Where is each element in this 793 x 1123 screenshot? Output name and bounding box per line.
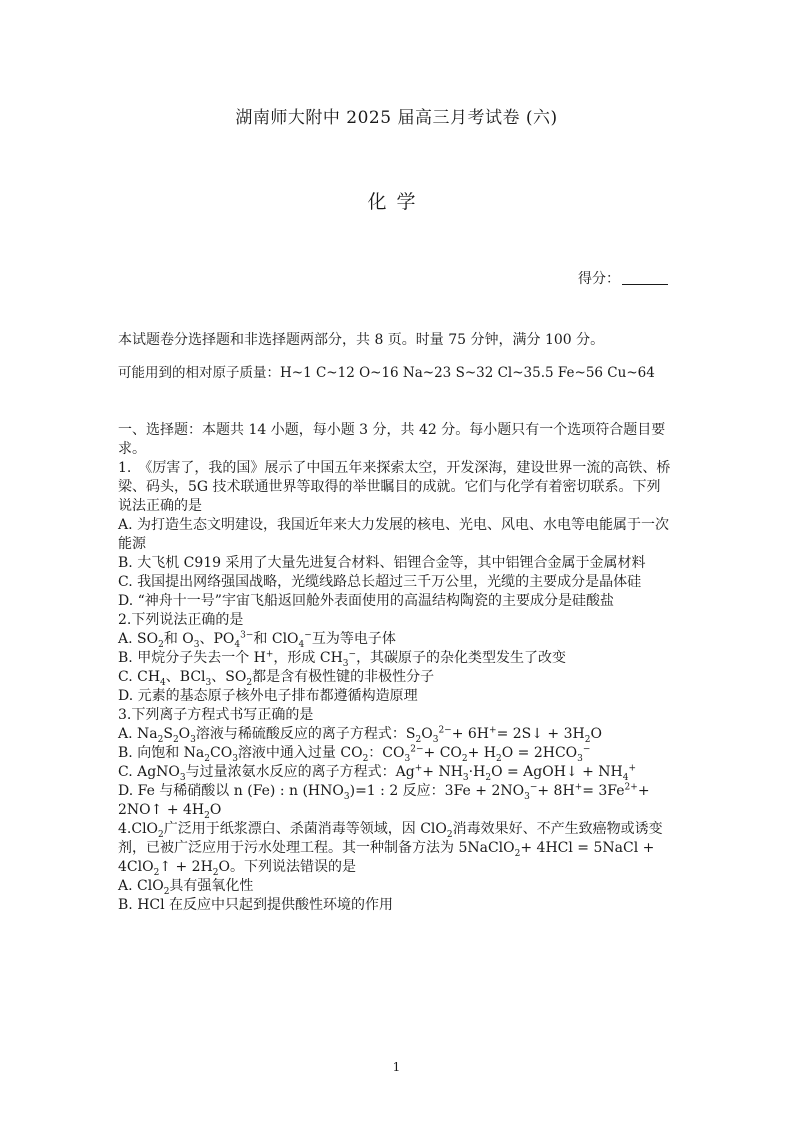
q1-option-b: B. 大飞机 C919 采用了大量先进复合材料、铝锂合金等，其中铝锂合金属于金属材料 <box>118 555 646 571</box>
q2-option-a: A. $SO_2$和 $O_3$、$PO_4^{3-}$和 ClO$_4$−互为等电子体 <box>118 630 396 650</box>
atomic-masses: 可能用到的相对原子质量：H~1 C~12 O~16 Na~23 S~32 Cl~35.5 Fe~56 Cu~64 <box>118 365 655 381</box>
q1-option-c: C. 我国提出网络强国战略，光缆线路总长超过三千万公里，光缆的主要成分是晶体硅 <box>118 574 642 590</box>
q2-option-d: D. 元素的基态原子核外电子排布都遵循构造原理 <box>118 688 418 704</box>
q3-option-d: D. Fe 与稀硝酸以 n (Fe) : n $(HNO_3)=1$ : 2 反应：$3Fe + 2NO_3^-+ 8H^+= 3Fe^{2+}+$ 2NO↑ + $4H_2O$ <box>118 782 650 821</box>
q3-option-b: B. 向饱和 $Na_2CO_3$溶液中通入过量 $CO_2$：$CO_3^{2-}+ CO_2+ H_2O = 2HCO_3^-$ <box>118 744 591 764</box>
question-body <box>118 421 674 915</box>
score-blank[interactable] <box>622 270 668 285</box>
page-number: 1 <box>392 1060 401 1074</box>
score-label: 得分： <box>578 271 620 287</box>
q2-stem: 2.下列说法正确的是 <box>118 612 244 628</box>
exam-instructions: 本试题卷分选择题和非选择题两部分，共 8 页。时量 75 分钟，满分 100 分。 <box>118 332 605 348</box>
q3-option-c: C. AgNO$_3$与过量浓氨水反应的离子方程式：$Ag^++ NH_3\cdot H_2O$ = AgOH↓ + $NH_4^+$ <box>118 763 637 783</box>
exam-title: 湖南师大附中 2025 届高三月考试卷 (六) <box>235 108 558 128</box>
score-field <box>578 268 668 288</box>
section-heading: 一、选择题：本题共 14 小题，每小题 3 分，共 42 分。每小题只有一个选项符合题目要求。 <box>118 422 666 457</box>
q2-option-c: C. $CH_4$、BCl$_3$、$SO_2$都是含有极性键的非极性分子 <box>118 669 435 688</box>
q4-stem: 4.ClO$_2$广泛用于纸浆漂白、杀菌消毒等领域，因 ClO$_2$消毒效果好、不产生致癌物或诱变剂，已被广泛应用于污水处理工程。其一种制备方法为 5NaClO$_2$+ 4HCl = 5NaCl + 4ClO$_2$↑ + $2H_2O$。下列说法错误的是 <box>118 821 663 878</box>
q1-option-a: A. 为打造生态文明建设，我国近年来大力发展的核电、光电、风电、水电等电能属于一次能源 <box>118 517 670 552</box>
q1-option-d: D. “神舟十一号”宇宙飞船返回舱外表面使用的高温结构陶瓷的主要成分是硅酸盐 <box>118 593 614 609</box>
q3-stem: 3.下列离子方程式书写正确的是 <box>118 707 314 723</box>
q4-option-b: B. HCl 在反应中只起到提供酸性环境的作用 <box>118 897 394 913</box>
q4-option-a: A. ClO$_2$具有强氧化性 <box>118 878 254 897</box>
q1-stem: 1. 《厉害了，我的国》展示了中国五年来探索太空，开发深海，建设世界一流的高铁、桥梁、码头，5G 技术联通世界等取得的举世瞩目的成就。它们与化学有着密切联系。下列说法正确的是 <box>118 460 671 514</box>
subject-title: 化学 <box>367 191 426 213</box>
q3-option-a: A. $Na_2S_2O_3$溶液与稀硫酸反应的离子方程式：$S_2O_3^{2-}+ 6H^+=$ 2S↓ + $3H_2O$ <box>118 725 602 745</box>
q2-option-b: B. 甲烷分子失去一个 H+，形成 $CH_3^-$，其碳原子的杂化类型发生了改变 <box>118 649 567 669</box>
